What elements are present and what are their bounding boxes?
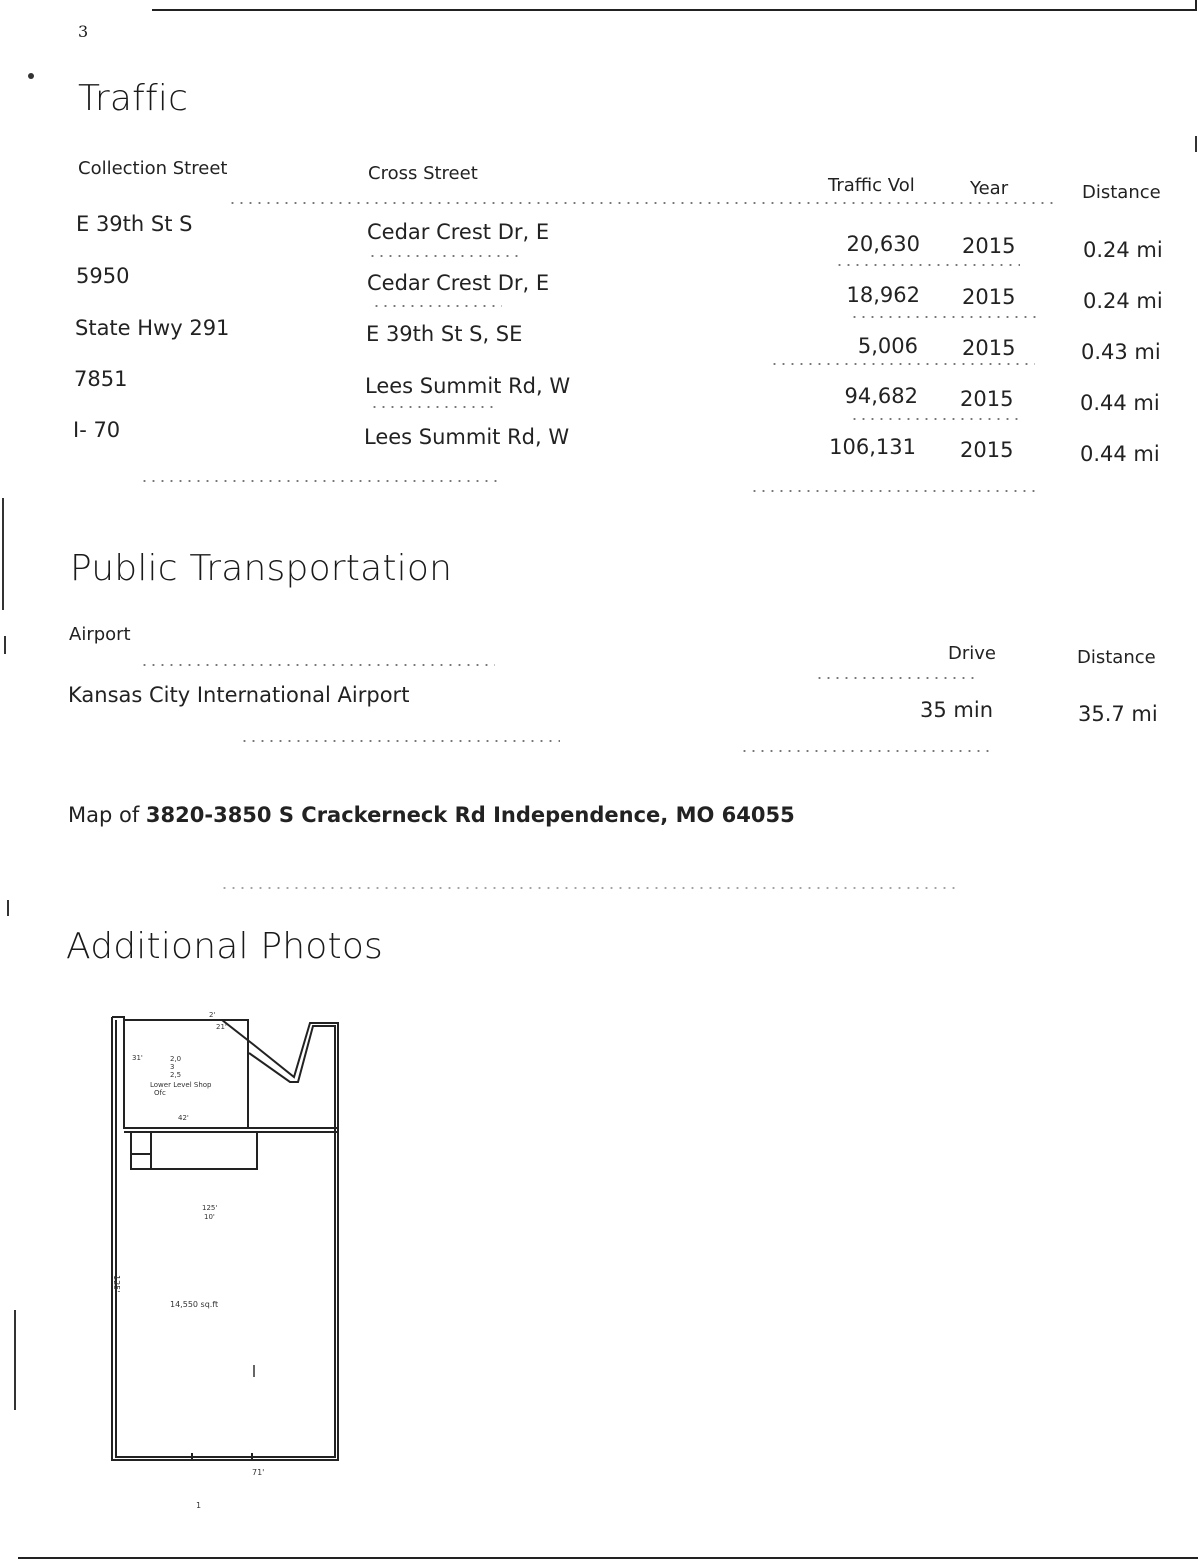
traffic-volume-cell: 20,630 (846, 232, 920, 256)
svg-text:1: 1 (196, 1501, 202, 1510)
traffic-heading: Traffic (78, 78, 189, 119)
scan-mark (1195, 136, 1197, 152)
svg-text:125': 125' (202, 1204, 218, 1212)
traffic-volume-cell: 94,682 (844, 384, 918, 408)
svg-text:Lower Level Shop: Lower Level Shop (150, 1081, 212, 1089)
scan-mark (7, 900, 9, 916)
collection-street-cell: E 39th St S (76, 212, 193, 236)
table-bottom-rule (140, 480, 500, 482)
traffic-volume-cell: 18,962 (846, 283, 920, 307)
header-traffic-vol: Traffic Vol (828, 175, 915, 196)
distance-cell: 0.44 mi (1080, 391, 1160, 415)
header-rule (815, 677, 975, 679)
svg-text:10': 10' (204, 1213, 215, 1221)
svg-text:2,5: 2,5 (170, 1071, 182, 1079)
floor-plan-drawing (104, 1005, 352, 1525)
collection-street-cell: State Hwy 291 (75, 316, 230, 340)
row-rule (370, 406, 495, 408)
floor-plan-image (104, 1005, 352, 1525)
distance-cell: 0.24 mi (1083, 289, 1163, 313)
collection-street-cell: 7851 (74, 367, 128, 391)
svg-text:2': 2' (209, 1011, 216, 1019)
header-rule (228, 202, 1058, 204)
scan-mark (14, 1310, 16, 1410)
airport-distance-cell: 35.7 mi (1078, 702, 1158, 726)
cross-street-cell: Cedar Crest Dr, E (367, 271, 550, 295)
year-cell: 2015 (960, 387, 1014, 411)
traffic-volume-cell: 106,131 (829, 435, 916, 459)
cross-street-cell: Lees Summit Rd, W (364, 425, 570, 449)
map-placeholder-rule (220, 887, 960, 889)
year-cell: 2015 (962, 285, 1016, 309)
distance-cell: 0.44 mi (1080, 442, 1160, 466)
header-distance: Distance (1082, 182, 1161, 203)
table-bottom-rule (750, 490, 1040, 492)
map-address: 3820-3850 S Crackerneck Rd Independence, MO 64055 (145, 803, 795, 827)
page-frame-bottom (18, 1557, 1198, 1559)
year-cell: 2015 (960, 438, 1014, 462)
row-rule (372, 305, 502, 307)
row-rule (368, 255, 518, 257)
svg-text:Ofc: Ofc (154, 1089, 166, 1097)
map-caption (68, 803, 795, 827)
header-year: Year (970, 178, 1009, 199)
svg-text:71': 71' (252, 1468, 265, 1477)
scan-mark (4, 636, 6, 654)
svg-text:125': 125' (112, 1275, 121, 1293)
cross-street-cell: Cedar Crest Dr, E (367, 220, 550, 244)
header-cross-street: Cross Street (368, 163, 478, 184)
table-bottom-rule (240, 740, 560, 742)
svg-text:31': 31' (132, 1054, 143, 1062)
distance-cell: 0.43 mi (1081, 340, 1161, 364)
scan-speck (28, 73, 34, 79)
year-cell: 2015 (962, 234, 1016, 258)
cross-street-cell: Lees Summit Rd, W (365, 374, 571, 398)
page-frame-top (152, 0, 1197, 11)
airport-name-cell: Kansas City International Airport (68, 683, 410, 707)
table-bottom-rule (740, 750, 995, 752)
row-rule (770, 363, 1035, 365)
page-marker: 3 (78, 22, 89, 41)
scan-mark (2, 498, 4, 610)
header-distance-transport: Distance (1077, 647, 1156, 668)
distance-cell: 0.24 mi (1083, 238, 1163, 262)
year-cell: 2015 (962, 336, 1016, 360)
collection-street-cell: 5950 (76, 264, 130, 288)
row-rule (850, 418, 1020, 420)
additional-photos-heading: Additional Photos (66, 926, 384, 967)
header-collection-street: Collection Street (78, 158, 228, 179)
header-drive: Drive (948, 643, 996, 664)
row-rule (850, 316, 1040, 318)
map-prefix: Map of (68, 803, 146, 827)
row-rule (835, 264, 1020, 266)
header-airport: Airport (69, 624, 131, 645)
floor-plan-area-label: 14,550 sq.ft (170, 1300, 219, 1309)
collection-street-cell: I- 70 (73, 418, 121, 442)
public-transportation-heading: Public Transportation (70, 548, 453, 589)
svg-text:2,0: 2,0 (170, 1055, 182, 1063)
cross-street-cell: E 39th St S, SE (366, 322, 523, 346)
svg-text:42': 42' (178, 1114, 189, 1122)
header-rule (140, 664, 495, 666)
drive-time-cell: 35 min (920, 698, 993, 722)
svg-text:21': 21' (216, 1023, 227, 1031)
svg-text:3: 3 (170, 1063, 175, 1071)
traffic-volume-cell: 5,006 (857, 334, 918, 358)
